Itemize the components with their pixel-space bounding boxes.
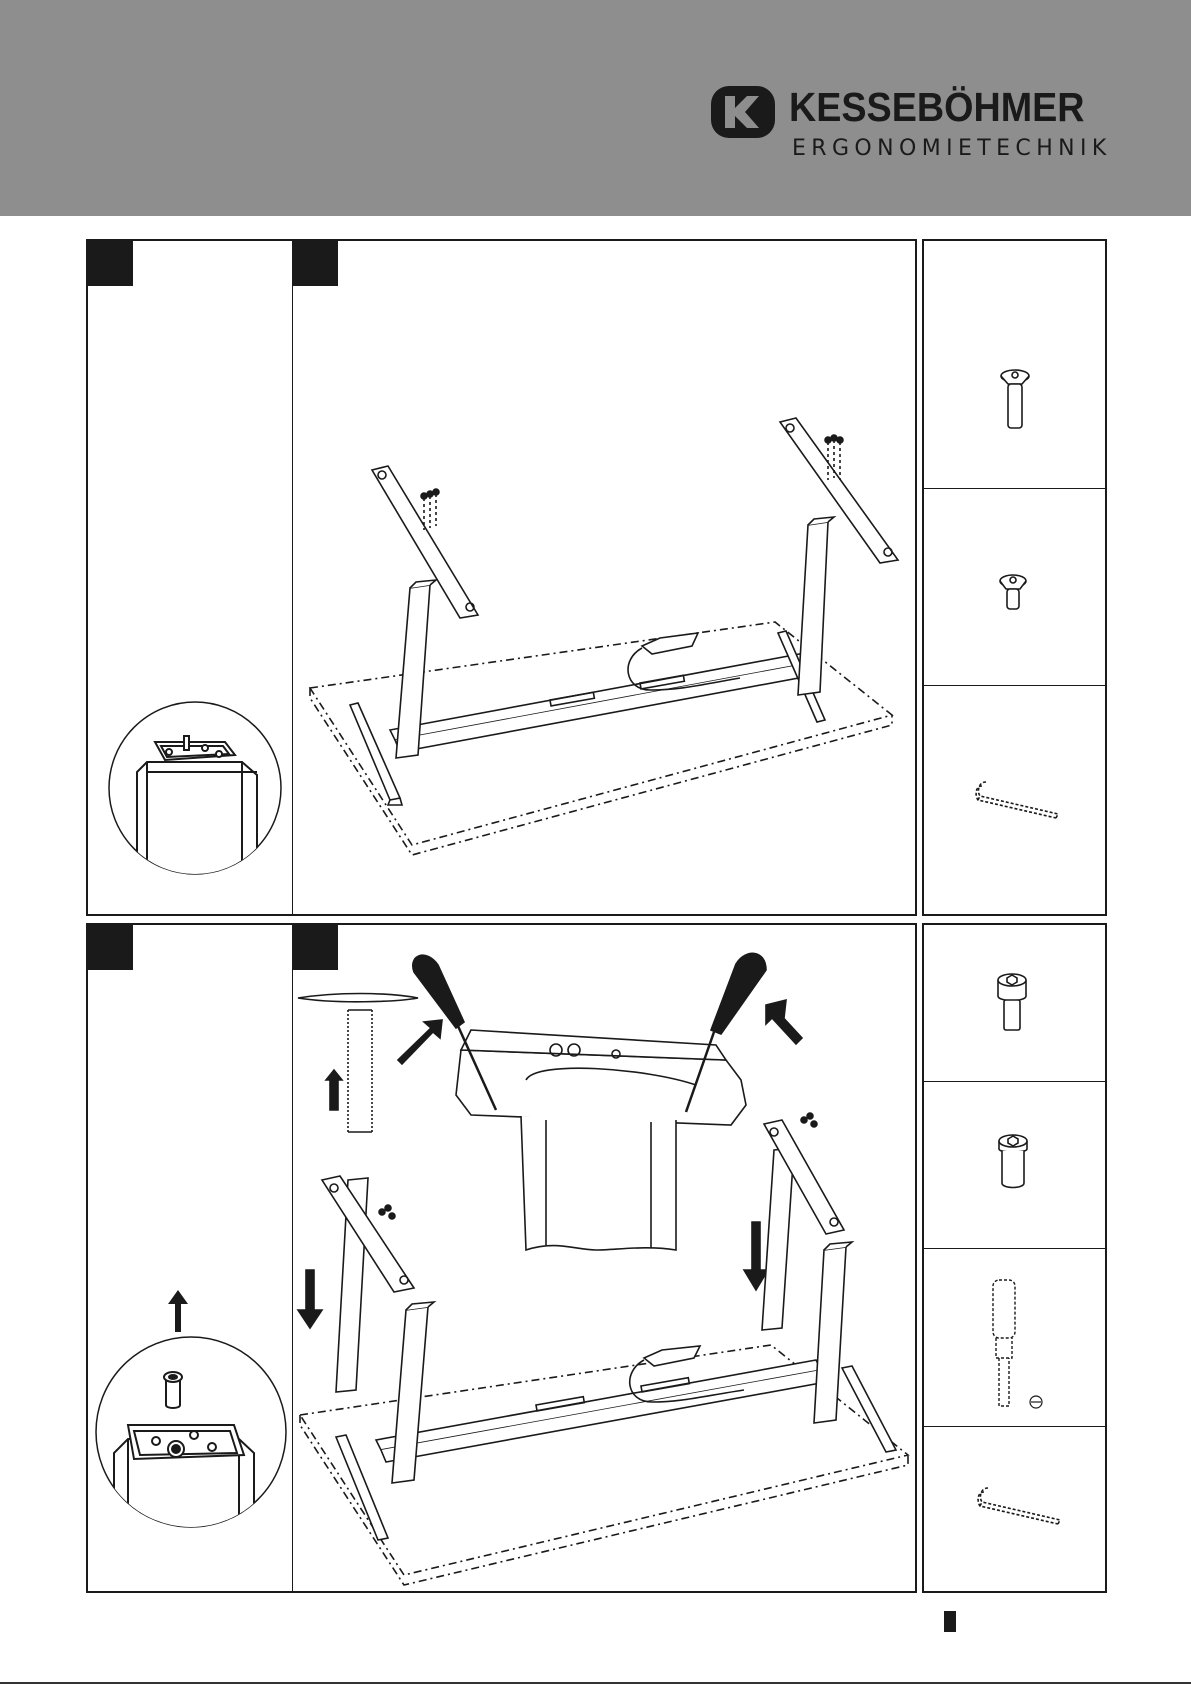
hex-key-icon [974,1484,1064,1530]
up-arrow-icon [168,1290,188,1332]
step-number-box [88,241,133,286]
insert-bushing-detail [94,1335,288,1529]
page-marker [944,1611,956,1632]
panel-divider [292,925,293,1591]
attach-feet-to-frame [300,400,905,850]
countersunk-screw-long-icon [998,368,1032,432]
step-number-box [88,925,133,970]
brand-name: KESSEBÖHMER [789,84,1085,130]
countersunk-screw-short-icon [996,573,1030,613]
remove-transport-lock-and-mount-legs [296,950,912,1580]
hardware-divider [924,1248,1105,1249]
hardware-divider [924,1426,1105,1427]
socket-head-screw-icon [995,972,1029,1034]
hardware-divider [924,1081,1105,1082]
insert-tool-icon [990,1278,1050,1410]
brand-logo [711,84,1112,166]
hex-key-icon [972,778,1062,824]
header-bar [0,0,1191,216]
leg-top-plate-detail [107,700,283,876]
k-logo-icon [711,86,775,138]
hardware-divider [924,685,1105,686]
footer-rule [0,1682,1191,1684]
panel-divider [292,241,293,914]
threaded-insert-icon [996,1133,1030,1191]
hardware-divider [924,488,1105,489]
step-number-box [293,241,338,286]
brand-tagline: ERGONOMIETECHNIK [792,136,1112,161]
